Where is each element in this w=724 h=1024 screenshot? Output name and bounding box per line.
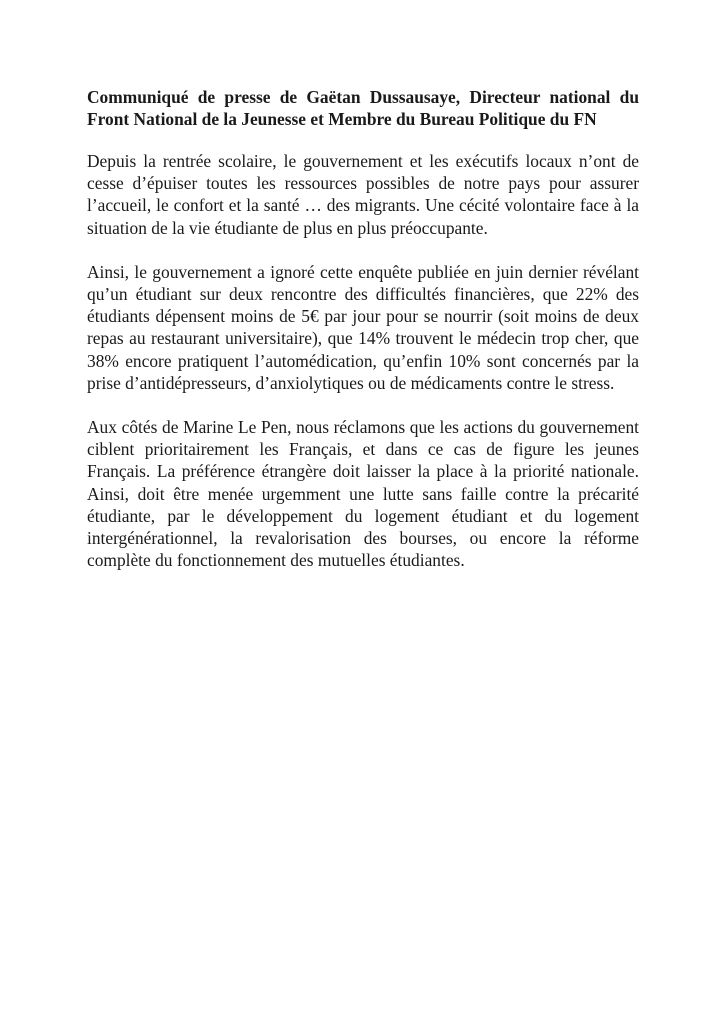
spacer: [87, 239, 639, 261]
spacer: [87, 394, 639, 416]
document-body: [87, 86, 639, 571]
paragraph-3: Aux côtés de Marine Le Pen, nous réclamons que les actions du gouvernement ciblent prioritairement les Français, et dans ce cas de figure les jeunes Français. La préférence étrangère doit laisser la place à la priorité nationale. Ainsi, doit être menée urgemment une lutte sans faille contre la précarité étudiante, par le développement du logement étudiant et du logement intergénérationnel, la revalorisation des bourses, ou encore la réforme complète du fonctionnement des mutuelles étudiantes.: [87, 417, 639, 571]
spacer: [87, 130, 639, 150]
paragraph-2: Ainsi, le gouvernement a ignoré cette enquête publiée en juin dernier révélant qu’un étudiant sur deux rencontre des difficultés financières, que 22% des étudiants dépensent moins de 5€ par jour pour se nourrir (soit moins de deux repas au restaurant universitaire), que 14% trouvent le médecin trop cher, que 38% encore pratiquent l’automédication, qu’enfin 10% sont concernés par la prise d’antidépresseurs, d’anxiolytiques ou de médicaments contre le stress.: [87, 261, 639, 393]
press-release-title: Communiqué de presse de Gaëtan Dussausaye, Directeur national du Front National de la Jeunesse et Membre du Bureau Politique du FN: [87, 87, 639, 129]
paragraph-1: Depuis la rentrée scolaire, le gouvernement et les exécutifs locaux n’ont de cesse d’épuiser toutes les ressources possibles de notre pays pour assurer l’accueil, le confort et la santé … des migrants. Une cécité volontaire face à la situation de la vie étudiante de plus en plus préoccupante.: [87, 151, 639, 238]
